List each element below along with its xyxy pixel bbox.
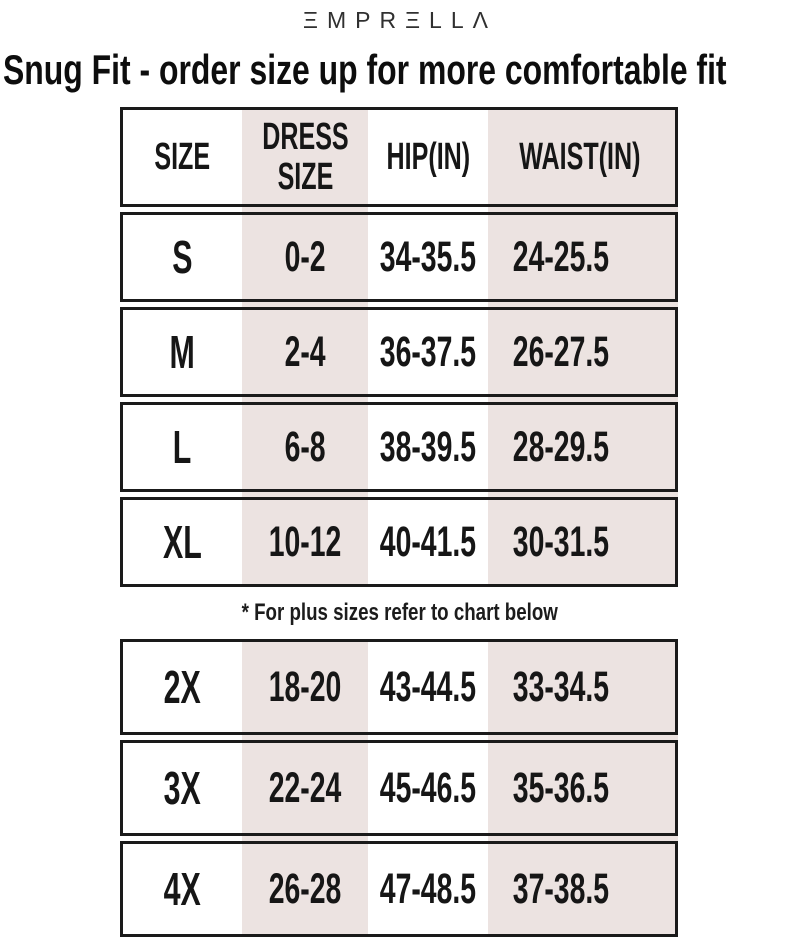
waist-cell <box>488 500 682 584</box>
page-title <box>3 47 800 93</box>
size-value: M <box>169 326 196 378</box>
waist-cell <box>488 642 682 732</box>
table-row <box>120 212 678 302</box>
table-row <box>120 307 678 397</box>
waist-cell <box>488 743 682 833</box>
waist-value: 28-29.5 <box>512 422 610 471</box>
brand-logo: ΞMPRΞLLΛ <box>303 7 497 33</box>
dress-size-value: 2-4 <box>284 327 326 376</box>
plus-size-table <box>120 639 678 937</box>
size-cell <box>123 500 242 584</box>
hip-cell <box>368 743 488 833</box>
table-row <box>120 497 678 587</box>
table-row <box>120 841 678 937</box>
waist-value: 33-34.5 <box>512 662 610 711</box>
size-value: XL <box>163 516 202 568</box>
column-header-size: SIZE <box>154 135 211 178</box>
hip-cell <box>368 405 488 489</box>
waist-value: 35-36.5 <box>512 763 610 812</box>
dress-size-value: 26-28 <box>268 864 342 913</box>
size-value: L <box>173 421 192 473</box>
hip-value: 36-37.5 <box>379 327 477 376</box>
size-value: S <box>172 231 193 283</box>
size-value: 3X <box>163 762 202 814</box>
dress-size-cell <box>242 310 368 394</box>
waist-value: 24-25.5 <box>512 232 610 281</box>
dress-size-cell <box>242 642 368 732</box>
waist-value: 37-38.5 <box>512 864 610 913</box>
dress-size-value: 22-24 <box>268 763 342 812</box>
size-cell <box>123 642 242 732</box>
waist-cell <box>488 844 682 934</box>
waist-value: 30-31.5 <box>512 517 610 566</box>
header-cell-size <box>123 110 242 204</box>
dress-size-cell <box>242 405 368 489</box>
dress-size-cell <box>242 215 368 299</box>
column-header-waist: WAIST(IN) <box>519 135 641 178</box>
table-row <box>120 740 678 836</box>
hip-cell <box>368 642 488 732</box>
hip-value: 40-41.5 <box>379 517 477 566</box>
page-title-text: Snug Fit - order size up for more comfortable fit <box>3 46 727 93</box>
dress-size-cell <box>242 500 368 584</box>
table-row <box>120 639 678 735</box>
dress-size-value: 18-20 <box>268 662 342 711</box>
table-row <box>120 402 678 492</box>
header-cell-dress-size <box>242 110 368 204</box>
size-value: 2X <box>163 661 202 713</box>
dress-size-value: 10-12 <box>268 517 342 566</box>
size-cell <box>123 844 242 934</box>
column-header-hip: HIP(IN) <box>386 135 470 178</box>
dress-size-cell <box>242 743 368 833</box>
hip-cell <box>368 310 488 394</box>
dress-size-cell <box>242 844 368 934</box>
waist-value: 26-27.5 <box>512 327 610 376</box>
hip-value: 43-44.5 <box>379 662 477 711</box>
header-cell-waist <box>488 110 720 204</box>
hip-value: 47-48.5 <box>379 864 477 913</box>
size-value: 4X <box>163 863 202 915</box>
hip-value: 34-35.5 <box>379 232 477 281</box>
plus-size-note <box>0 598 800 628</box>
column-header-dress-size: DRESS SIZE <box>261 115 349 198</box>
header-cell-hip <box>368 110 488 204</box>
regular-size-table <box>120 107 678 587</box>
table-header-row <box>120 107 678 207</box>
hip-value: 45-46.5 <box>379 763 477 812</box>
hip-cell <box>368 500 488 584</box>
plus-size-rows <box>120 639 678 937</box>
size-cell <box>123 405 242 489</box>
waist-cell <box>488 215 682 299</box>
plus-size-note-text: * For plus sizes refer to chart below <box>241 599 559 626</box>
hip-cell <box>368 844 488 934</box>
size-cell <box>123 743 242 833</box>
hip-cell <box>368 215 488 299</box>
waist-cell <box>488 405 682 489</box>
dress-size-value: 0-2 <box>284 232 326 281</box>
size-cell <box>123 215 242 299</box>
hip-value: 38-39.5 <box>379 422 477 471</box>
size-cell <box>123 310 242 394</box>
dress-size-value: 6-8 <box>284 422 326 471</box>
waist-cell <box>488 310 682 394</box>
